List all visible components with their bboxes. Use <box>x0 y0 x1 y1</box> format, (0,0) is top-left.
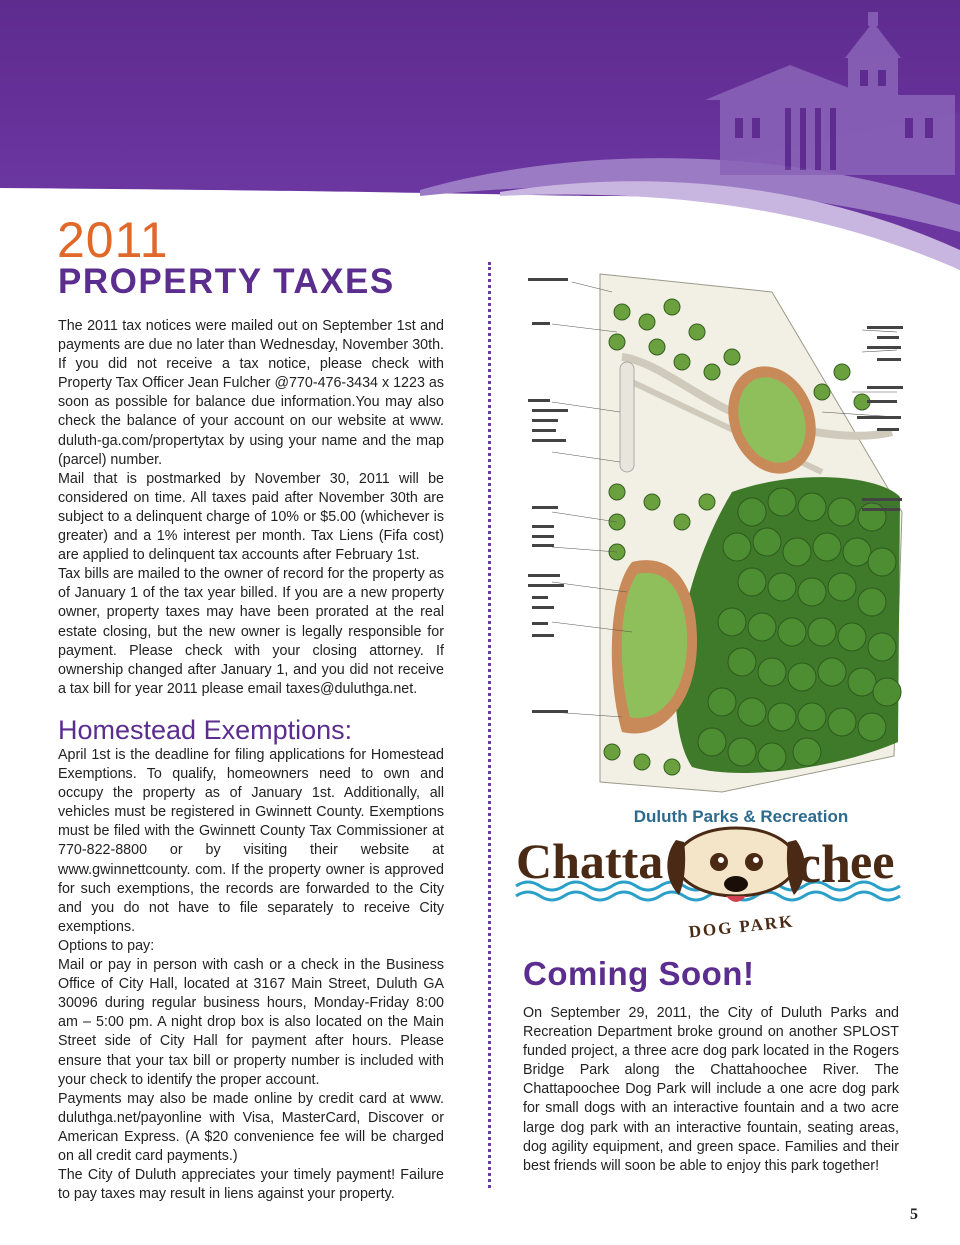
logo-letter-h: h <box>821 834 852 894</box>
homestead-paragraph: Payments may also be made online by credit card at www. duluthga.net/payonline with Visa, MasterCard, Discover or American Express. (A $20 convenience fee will be charged on all credit card payments.) <box>58 1090 444 1164</box>
page-number: 5 <box>910 1206 918 1223</box>
tax-paragraph: Tax bills are mailed to the owner of record for the property as of January 1 of the tax year billed. If you are a new property owner, property taxes may have been prorated at the real estate closing, but the new owner is legally responsible for payment. Please check with your closing attorney. If ownership changed after January 1, and you did not receive a tax bill for year 2011 please email taxes@duluthga.net. <box>58 566 444 697</box>
tax-info-section <box>58 317 444 699</box>
tax-paragraph: The 2011 tax notices were mailed out on September 1st and payments are due no later than Wednesday, November 30th. If you did not receive a tax notice, please check with Property Tax Officer Jean Fulcher @770-476-3434 x 1223 as soon as possible for balance due information.You may also check the balance of your account on our website at www. duluth-ga.com/propertytax by using your name and the map (parcel) number. <box>58 318 444 468</box>
dog-park-section <box>523 1004 899 1176</box>
homestead-paragraph: The City of Duluth appreciates your timely payment! Failure to pay taxes may result in liens against your property. <box>58 1167 444 1203</box>
homestead-paragraph: Options to pay: <box>58 937 155 954</box>
chattapoochee-logo <box>514 800 914 945</box>
tax-paragraph: Mail that is postmarked by November 30, 2011 will be considered on time. All taxes paid after November 30th are subject to a delinquent charge of 10% or $5.00 (whichever is greater) and a 1% interest per month. Tax Liens (Fifa cost) are applied to delinquent tax accounts after February 1st. <box>58 470 444 564</box>
logo-letter-c: c <box>797 834 821 894</box>
dog-park-label: DOG PARK <box>687 911 796 942</box>
logo-word-ee: ee <box>850 833 895 889</box>
column-divider <box>488 262 491 1188</box>
tax-year: 2011 <box>57 212 169 268</box>
dog-park-site-plan <box>522 262 914 796</box>
dog-park-paragraph: On September 29, 2011, the City of Duluth Parks and Recreation Department broke ground on another SPLOST funded project, a three acre dog park located in the Rogers Bridge Park along the Chattahoochee River. The Chattapoochee Dog Park will include a one acre dog park for small dogs with an interactive fountain and a two acre large dog park with an interactive fountain, seating areas, dog agility equipment, and green space. Families and their best friends will soon be able to enjoy this park together! <box>523 1005 899 1174</box>
homestead-paragraph: Mail or pay in person with cash or a check in the Business Office of City Hall, located at 3167 Main Street, Duluth GA 30096 during regular business hours, Monday-Friday 8:00 am – 5:00 pm. A night drop box is also located on the Main Street side of City Hall for payment after hours. Please ensure that your tax bill or property number is included with your check to identify the proper account. <box>58 957 444 1088</box>
homestead-section <box>58 746 444 1204</box>
homestead-heading: Homestead Exemptions: <box>58 715 353 745</box>
logo-word-chatta: Chatta <box>516 833 664 889</box>
coming-soon-heading: Coming Soon! <box>523 955 755 992</box>
page-title: PROPERTY TAXES <box>58 262 395 301</box>
homestead-paragraph: April 1st is the deadline for filing applications for Homestead Exemptions. To qualify, homeowners need to own and occupy the property as of January 1st. Additionally, all vehicles must be registered in Gwinnett County. Exemptions must be filed with the Gwinnett County Tax Commissioner at 770-822-8800 or by visiting their website at www.gwinnettcounty. com. If the property owner is approved for such exemptions, the records are forwarded to the City and you do not have to file separately to receive City exemptions. <box>58 747 444 935</box>
parks-rec-label: Duluth Parks & Recreation <box>633 807 849 826</box>
